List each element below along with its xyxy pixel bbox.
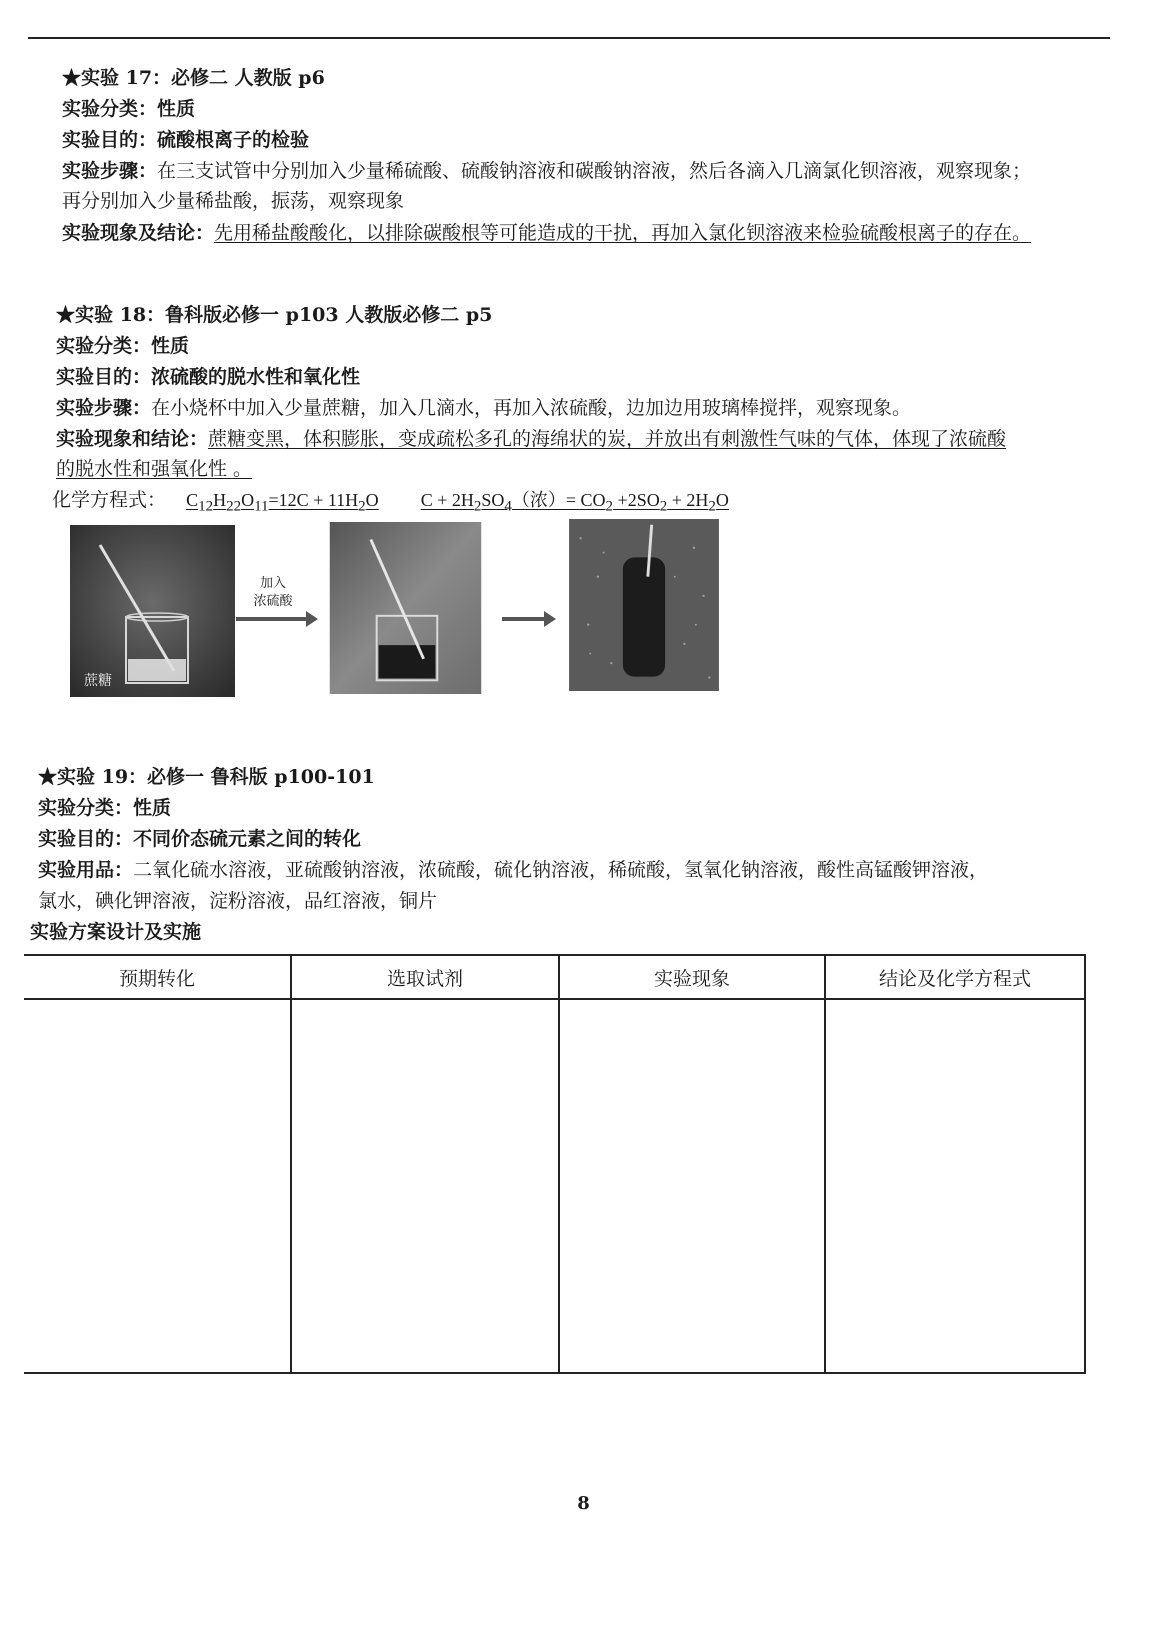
exp18-title: ★实验 18：鲁科版必修一 p103 人教版必修二 p5 — [56, 304, 493, 326]
exp18-equations — [52, 488, 729, 519]
exp18-result-line1: 蔗糖变黑，体积膨胀，变成疏松多孔的海绵状的炭，并放出有刺激性气味的气体，体现了浓硫酸 — [208, 428, 1007, 450]
exp17-title: ★实验 17：必修二 人教版 p6 — [62, 67, 325, 89]
photo-sugar-beaker — [70, 525, 235, 697]
arrow-right-icon — [236, 617, 308, 621]
table-cell — [291, 999, 559, 1373]
exp17-steps — [62, 159, 1031, 183]
exp17-result-text: 先用稀盐酸酸化，以排除碳酸根等可能造成的干扰，再加入氯化钡溶液来检验硫酸根离子的存在。 — [214, 222, 1032, 244]
exp17-purpose: 实验目的：硫酸根离子的检验 — [62, 129, 310, 151]
exp17-category: 实验分类：性质 — [62, 98, 196, 120]
exp17-steps-line2: 再分别加入少量稀盐酸，振荡，观察现象 — [62, 190, 405, 212]
equation-1: $C_{12}H_{22}O_{11}=12C + 11H_2O$ — [186, 490, 379, 515]
table-header: 预期转化 — [24, 955, 291, 999]
page-number: 8 — [577, 1493, 590, 1514]
exp18-steps — [56, 396, 911, 420]
exp18-result-label: 实验现象和结论： — [56, 428, 209, 450]
exp18-result-line2: 的脱水性和强氧化性 。 — [56, 458, 253, 480]
exp18-purpose: 实验目的：浓硫酸的脱水性和氧化性 — [56, 366, 361, 388]
exp19-purpose: 实验目的：不同价态硫元素之间的转化 — [38, 828, 362, 850]
exp19-category: 实验分类：性质 — [38, 797, 172, 819]
exp19-materials — [38, 858, 988, 882]
exp18-steps-text: 在小烧杯中加入少量蔗糖，加入几滴水，再加入浓硫酸，边加边用玻璃棒搅拌，观察现象。 — [151, 397, 912, 419]
exp19-plan-title: 实验方案设计及实施 — [30, 921, 202, 943]
table-cell — [24, 999, 291, 1373]
table-cell — [559, 999, 825, 1373]
exp17-result — [62, 221, 1031, 245]
table-header: 实验现象 — [559, 955, 825, 999]
exp18-result — [56, 427, 1006, 451]
table-header: 选取试剂 — [291, 955, 559, 999]
photo-sugar-label: 蔗糖 — [84, 673, 112, 689]
exp17-steps-label: 实验步骤： — [62, 160, 158, 182]
photo-carbon-column — [566, 519, 722, 691]
arrow-label: 加入 浓硫酸 — [253, 576, 293, 609]
equation-2: $C + 2H_2SO_4$（浓）= $CO_2 +2SO_2 + 2H_2O$ — [420, 490, 729, 515]
arrow-right-icon-2 — [502, 617, 546, 621]
top-rule — [28, 37, 1110, 39]
exp19-materials-line1: 二氧化硫水溶液，亚硫酸钠溶液，浓硫酸，硫化钠溶液，稀硫酸，氢氧化钠溶液，酸性高锰酸钾溶液， — [133, 859, 989, 881]
exp19-materials-line2: 氯水，碘化钾溶液，淀粉溶液，品红溶液，铜片 — [38, 890, 438, 912]
equation-label: 化学方程式： — [52, 489, 167, 511]
table-header: 结论及化学方程式 — [825, 955, 1085, 999]
exp19-materials-label: 实验用品： — [38, 859, 134, 881]
exp17-steps-line1: 在三支试管中分别加入少量稀硫酸、硫酸钠溶液和碳酸钠溶液，然后各滴入几滴氯化钡溶液，观察现象； — [157, 160, 1032, 182]
table-cell — [825, 999, 1085, 1373]
photo-blackened-sugar — [328, 522, 483, 694]
exp18-steps-label: 实验步骤： — [56, 397, 152, 419]
exp17-result-label: 实验现象及结论： — [62, 222, 215, 244]
experiment-plan-table — [24, 954, 1086, 1374]
exp18-category: 实验分类：性质 — [56, 335, 190, 357]
exp19-title: ★实验 19：必修一 鲁科版 p100-101 — [38, 766, 375, 788]
